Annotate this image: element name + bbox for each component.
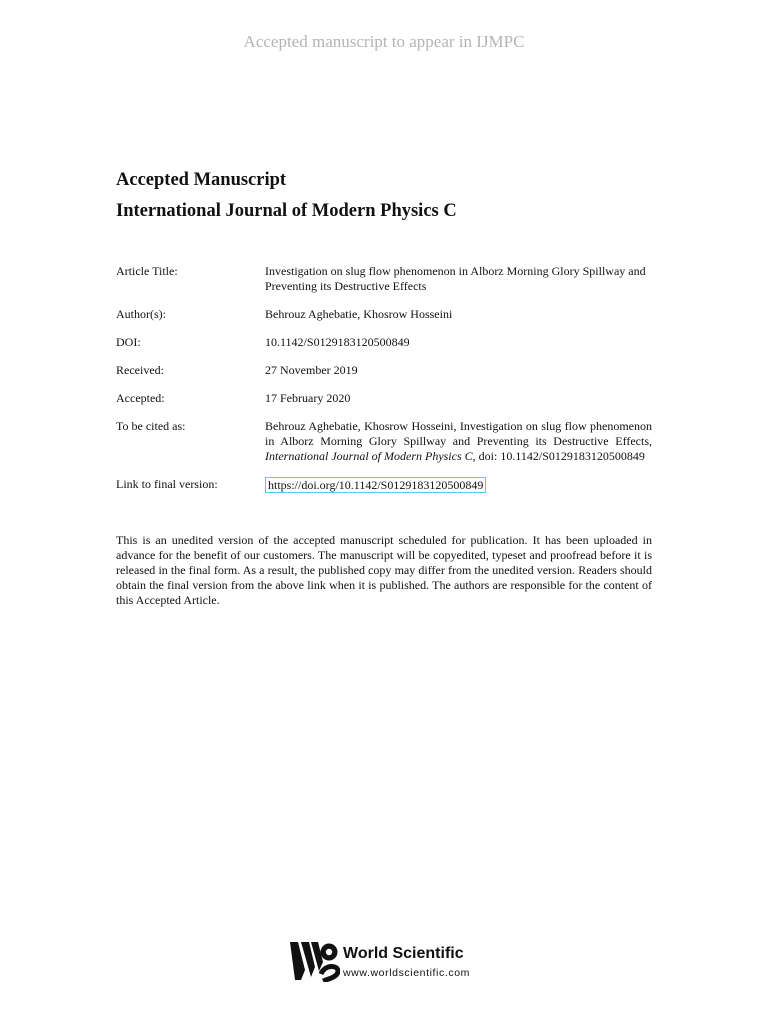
citation-row [116,419,652,464]
accepted-row [116,391,652,406]
publisher-name: World Scientific [343,945,464,962]
article-title-row [116,264,652,294]
watermark-text: Accepted manuscript to appear in IJMPC [243,32,525,51]
publisher-logo [290,940,490,984]
accepted-value: 17 February 2020 [265,391,351,405]
doi-label: DOI: [116,335,141,349]
manuscript-metadata [116,264,652,506]
citation-suffix: , doi: 10.1142/S0129183120500849 [472,449,645,463]
disclaimer-paragraph: This is an unedited version of the accepted manuscript scheduled for publication. It has been uploaded in advance for the benefit of our customers. The manuscript will be copyedited, typeset and proofread before it is released in the final form. As a result, the published copy may differ from the unedited version. Readers should obtain the final version from the above link when it is published. The authors are responsible for the content of this Accepted Article. [116,533,652,607]
world-scientific-ws-logo-icon [290,940,340,982]
doi-value: 10.1142/S0129183120500849 [265,335,410,349]
article-title-value: Investigation on slug flow phenomenon in Alborz Morning Glory Spillway and Preventing its Destructive Effects [265,264,646,293]
final-link-cell [265,477,652,493]
page-title: Accepted Manuscript [116,170,287,190]
article-title-label: Article Title: [116,264,178,278]
received-value: 27 November 2019 [265,363,358,377]
citation-label: To be cited as: [116,419,186,433]
final-link-label: Link to final version: [116,477,218,491]
authors-row [116,307,652,322]
authors-value: Behrouz Aghebatie, Khosrow Hosseini [265,307,453,321]
citation-journal: International Journal of Modern Physics C [265,449,473,463]
citation-value [265,419,652,464]
authors-label: Author(s): [116,307,166,321]
publisher-url: www.worldscientific.com [343,967,470,979]
doi-row [116,335,652,350]
final-link-row [116,477,652,493]
accepted-label: Accepted: [116,391,165,405]
received-row [116,363,652,378]
journal-name: International Journal of Modern Physics C [116,201,457,221]
received-label: Received: [116,363,164,377]
citation-prefix: Behrouz Aghebatie, Khosrow Hosseini, Investigation on slug flow phenomenon in Alborz Morning Glory Spillway and Preventing its Destructive Effects, [265,419,652,448]
final-version-link[interactable]: https://doi.org/10.1142/S0129183120500849 [265,477,486,493]
